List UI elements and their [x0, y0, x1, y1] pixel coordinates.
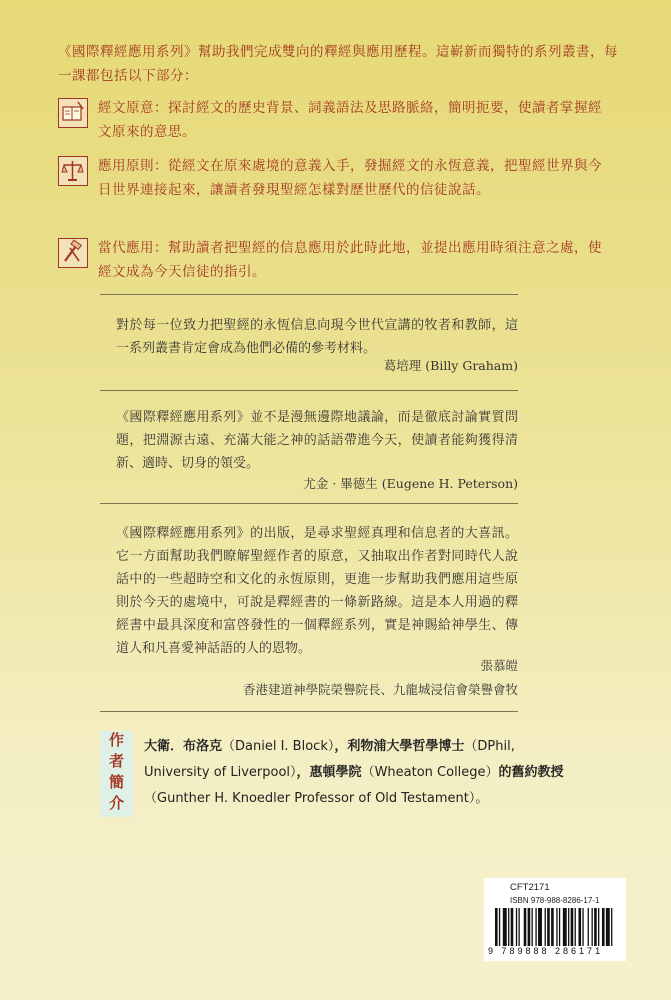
- barcode-bar: [518, 908, 519, 946]
- feature-text: 當代應用：幫助讀者把聖經的信息應用於此時此地，並提出應用時須注意之處，使經文成為今天信徒的指引。: [98, 240, 602, 280]
- barcode-bar: [556, 908, 557, 946]
- barcode-bar: [503, 908, 507, 946]
- barcode-bar: [547, 908, 550, 946]
- barcode-number: 9 789888 286171: [488, 946, 604, 956]
- feature-contemporary-application: [58, 236, 628, 284]
- barcode-bar: [588, 908, 589, 946]
- isbn-text: ISBN 978-988-8286-17-1: [510, 896, 600, 905]
- barcode-label: [484, 878, 626, 961]
- endorsement-quote: 《國際釋經應用系列》的出版，是尋求聖經真理和信息者的大喜訊。它一方面幫助我們瞭解聖經作者的原意，又抽取出作者對同時代人說話中的一些超時空和文化的永恆原則，更進一步幫助我們應用這些原則於今天的處境中，可說是釋經書的一條新路線。這是本人用過的釋經書中最具深度和富啓發性的一個釋經系列，實是神賜給神學生、傳道人和凡喜愛神話語的人的恩物。: [116, 526, 518, 656]
- barcode-bar: [559, 908, 560, 946]
- barcode-bar: [578, 908, 581, 946]
- barcode-bar: [551, 908, 554, 946]
- barcode-bar: [592, 908, 593, 946]
- barcode-bar: [598, 908, 599, 946]
- barcode-bar: [594, 908, 597, 946]
- divider: [100, 711, 518, 712]
- author-bio: [100, 731, 618, 817]
- barcode-bar: [532, 908, 533, 946]
- tools-icon: [58, 238, 88, 268]
- product-code: CFT2171: [510, 882, 550, 893]
- barcode-icon: [494, 908, 616, 946]
- barcode-bar: [511, 908, 514, 946]
- barcode-bar: [568, 908, 569, 946]
- barcode-bar: [563, 908, 567, 946]
- barcode-bar: [535, 908, 536, 946]
- barcode-bar: [602, 908, 605, 946]
- barcode-bar: [571, 908, 574, 946]
- endorsement-attribution-title: 香港建道神學院榮譽院長、九龍城浸信會榮譽會牧: [242, 682, 518, 697]
- endorsement-attribution: 尤金 · 畢德生 (Eugene H. Peterson): [303, 476, 518, 491]
- feature-original-meaning: [58, 96, 628, 144]
- divider: [100, 503, 518, 504]
- barcode-bar: [538, 908, 542, 946]
- endorsement-attribution: 葛培理 (Billy Graham): [383, 358, 518, 373]
- barcode-bar: [575, 908, 576, 946]
- barcode-bar: [611, 908, 612, 946]
- feature-text: 經文原意：探討經文的歷史背景、詞義語法及思路脈絡，簡明扼要，使讀者掌握經文原來的意思。: [98, 100, 602, 140]
- divider: [100, 294, 518, 295]
- barcode-bar: [495, 908, 498, 946]
- barcode-bar: [508, 908, 509, 946]
- author-label: 作者簡介: [100, 731, 133, 817]
- book-quill-icon: [58, 98, 88, 128]
- feature-text: 應用原則：從經文在原來處境的意義入手，發掘經文的永恆意義，把聖經世界與今日世界連接起來，讓讀者發現聖經怎樣對歷世歷代的信徒說話。: [98, 158, 602, 198]
- endorsement-attribution: 張慕皚: [480, 658, 518, 673]
- barcode-bar: [516, 908, 517, 946]
- barcode-bar: [528, 908, 531, 946]
- barcode-bar: [524, 908, 527, 946]
- author-text: 大衛．布洛克（Daniel I. Block），利物浦大學哲學博士（DPhil, University of Liverpool），惠頓學院（Wheaton College）的舊約教授（Gunther H. Knoedler Professor of Old Testament）。: [144, 739, 564, 806]
- endorsement-quote: 《國際釋經應用系列》並不是漫無邊際地議論，而是徹底討論實質問題，把淵源古遠、充滿大能之神的話語帶進今天，使讀者能夠獲得清新、適時、切身的領受。: [116, 410, 518, 471]
- endorsement-quote: 對於每一位致力把聖經的永恆信息向現今世代宣講的牧者和教師，這一系列叢書肯定會成為他們必備的參考材料。: [116, 318, 518, 356]
- divider: [100, 390, 518, 391]
- scales-icon: [58, 156, 88, 186]
- barcode-bar: [606, 908, 610, 946]
- barcode-bar: [545, 908, 546, 946]
- barcode-bar: [582, 908, 583, 946]
- series-intro: 《國際釋經應用系列》幫助我們完成雙向的釋經與應用歷程。這嶄新而獨特的系列叢書，每一課都包括以下部分：: [58, 44, 618, 84]
- feature-application-principle: [58, 154, 628, 202]
- barcode-bar: [499, 908, 500, 946]
